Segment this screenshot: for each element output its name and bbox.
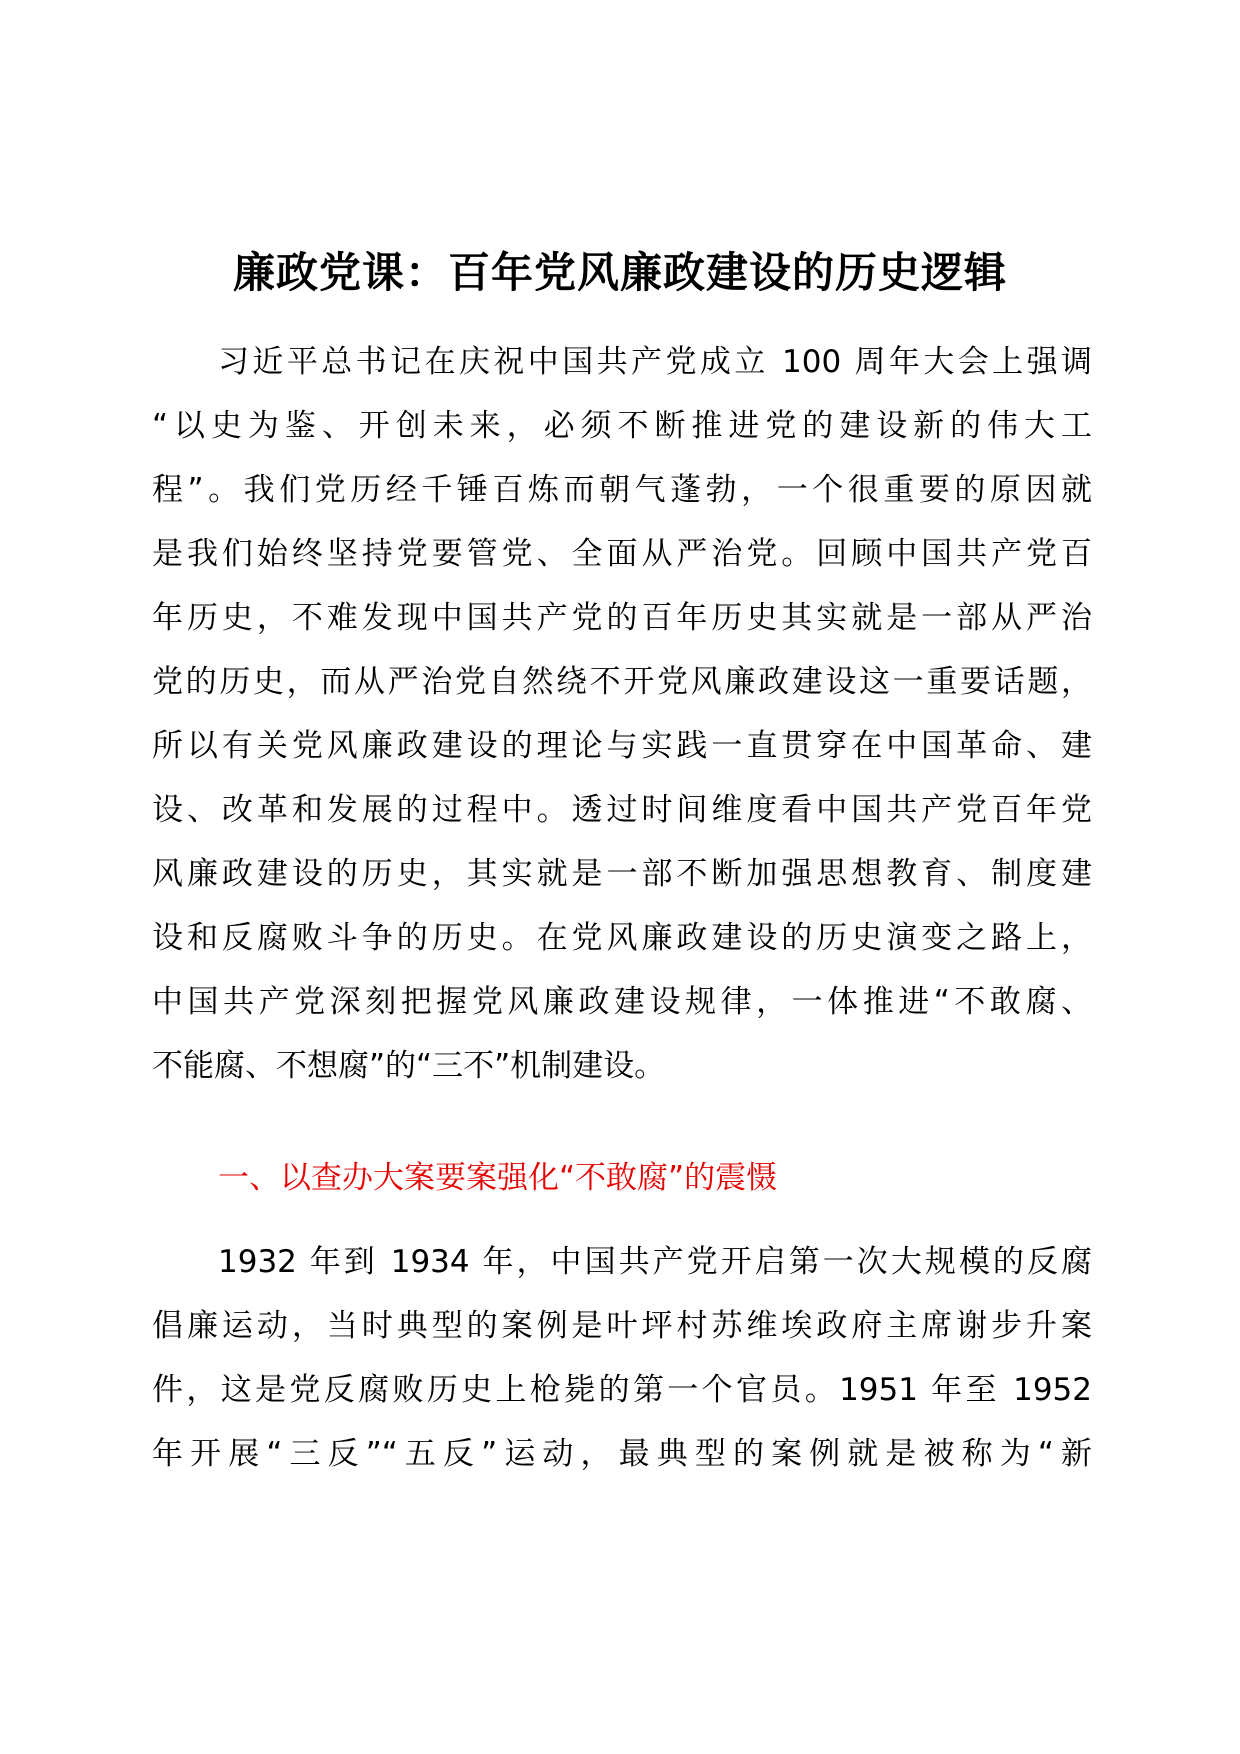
paragraph-line: 党的历史，而从严治党自然绕不开党风廉政建设这一重要话题，: [152, 664, 1092, 700]
paragraph-line: “以史为鉴、开创未来，必须不断推进党的建设新的伟大工: [152, 408, 1092, 444]
paragraph-line: 年历史，不难发现中国共产党的百年历史其实就是一部从严治: [152, 600, 1092, 636]
paragraph-line: 习近平总书记在庆祝中国共产党成立 100 周年大会上强调: [218, 344, 1092, 380]
paragraph-line: 件，这是党反腐败历史上枪毙的第一个官员。1951 年至 1952: [152, 1372, 1092, 1408]
paragraph-line: 不能腐、不想腐”的“三不”机制建设。: [152, 1048, 666, 1084]
paragraph-line: 倡廉运动，当时典型的案例是叶坪村苏维埃政府主席谢步升案: [152, 1308, 1092, 1344]
paragraph-line: 风廉政建设的历史，其实就是一部不断加强思想教育、制度建: [152, 856, 1092, 892]
paragraph-line: 中国共产党深刻把握党风廉政建设规律，一体推进“不敢腐、: [152, 984, 1092, 1020]
paragraph-line: 年开展“三反”“五反”运动，最典型的案例就是被称为“新: [152, 1436, 1092, 1472]
paragraph-line: 1932 年到 1934 年，中国共产党开启第一次大规模的反腐: [218, 1244, 1092, 1280]
paragraph-line: 程”。我们党历经千锤百炼而朝气蓬勃，一个很重要的原因就: [152, 472, 1092, 508]
intro-paragraph: [152, 330, 1092, 1098]
section1-paragraph: [152, 1230, 1092, 1486]
paragraph-line: 设、改革和发展的过程中。透过时间维度看中国共产党百年党: [152, 792, 1092, 828]
paragraph-line: 设和反腐败斗争的历史。在党风廉政建设的历史演变之路上，: [152, 920, 1092, 956]
document-title: 廉政党课：百年党风廉政建设的历史逻辑: [232, 248, 1007, 297]
paragraph-line: 所以有关党风廉政建设的理论与实践一直贯穿在中国革命、建: [152, 728, 1092, 764]
section-heading: 一、以查办大案要案强化“不敢腐”的震慑: [218, 1160, 778, 1196]
paragraph-line: 是我们始终坚持党要管党、全面从严治党。回顾中国共产党百: [152, 536, 1092, 572]
